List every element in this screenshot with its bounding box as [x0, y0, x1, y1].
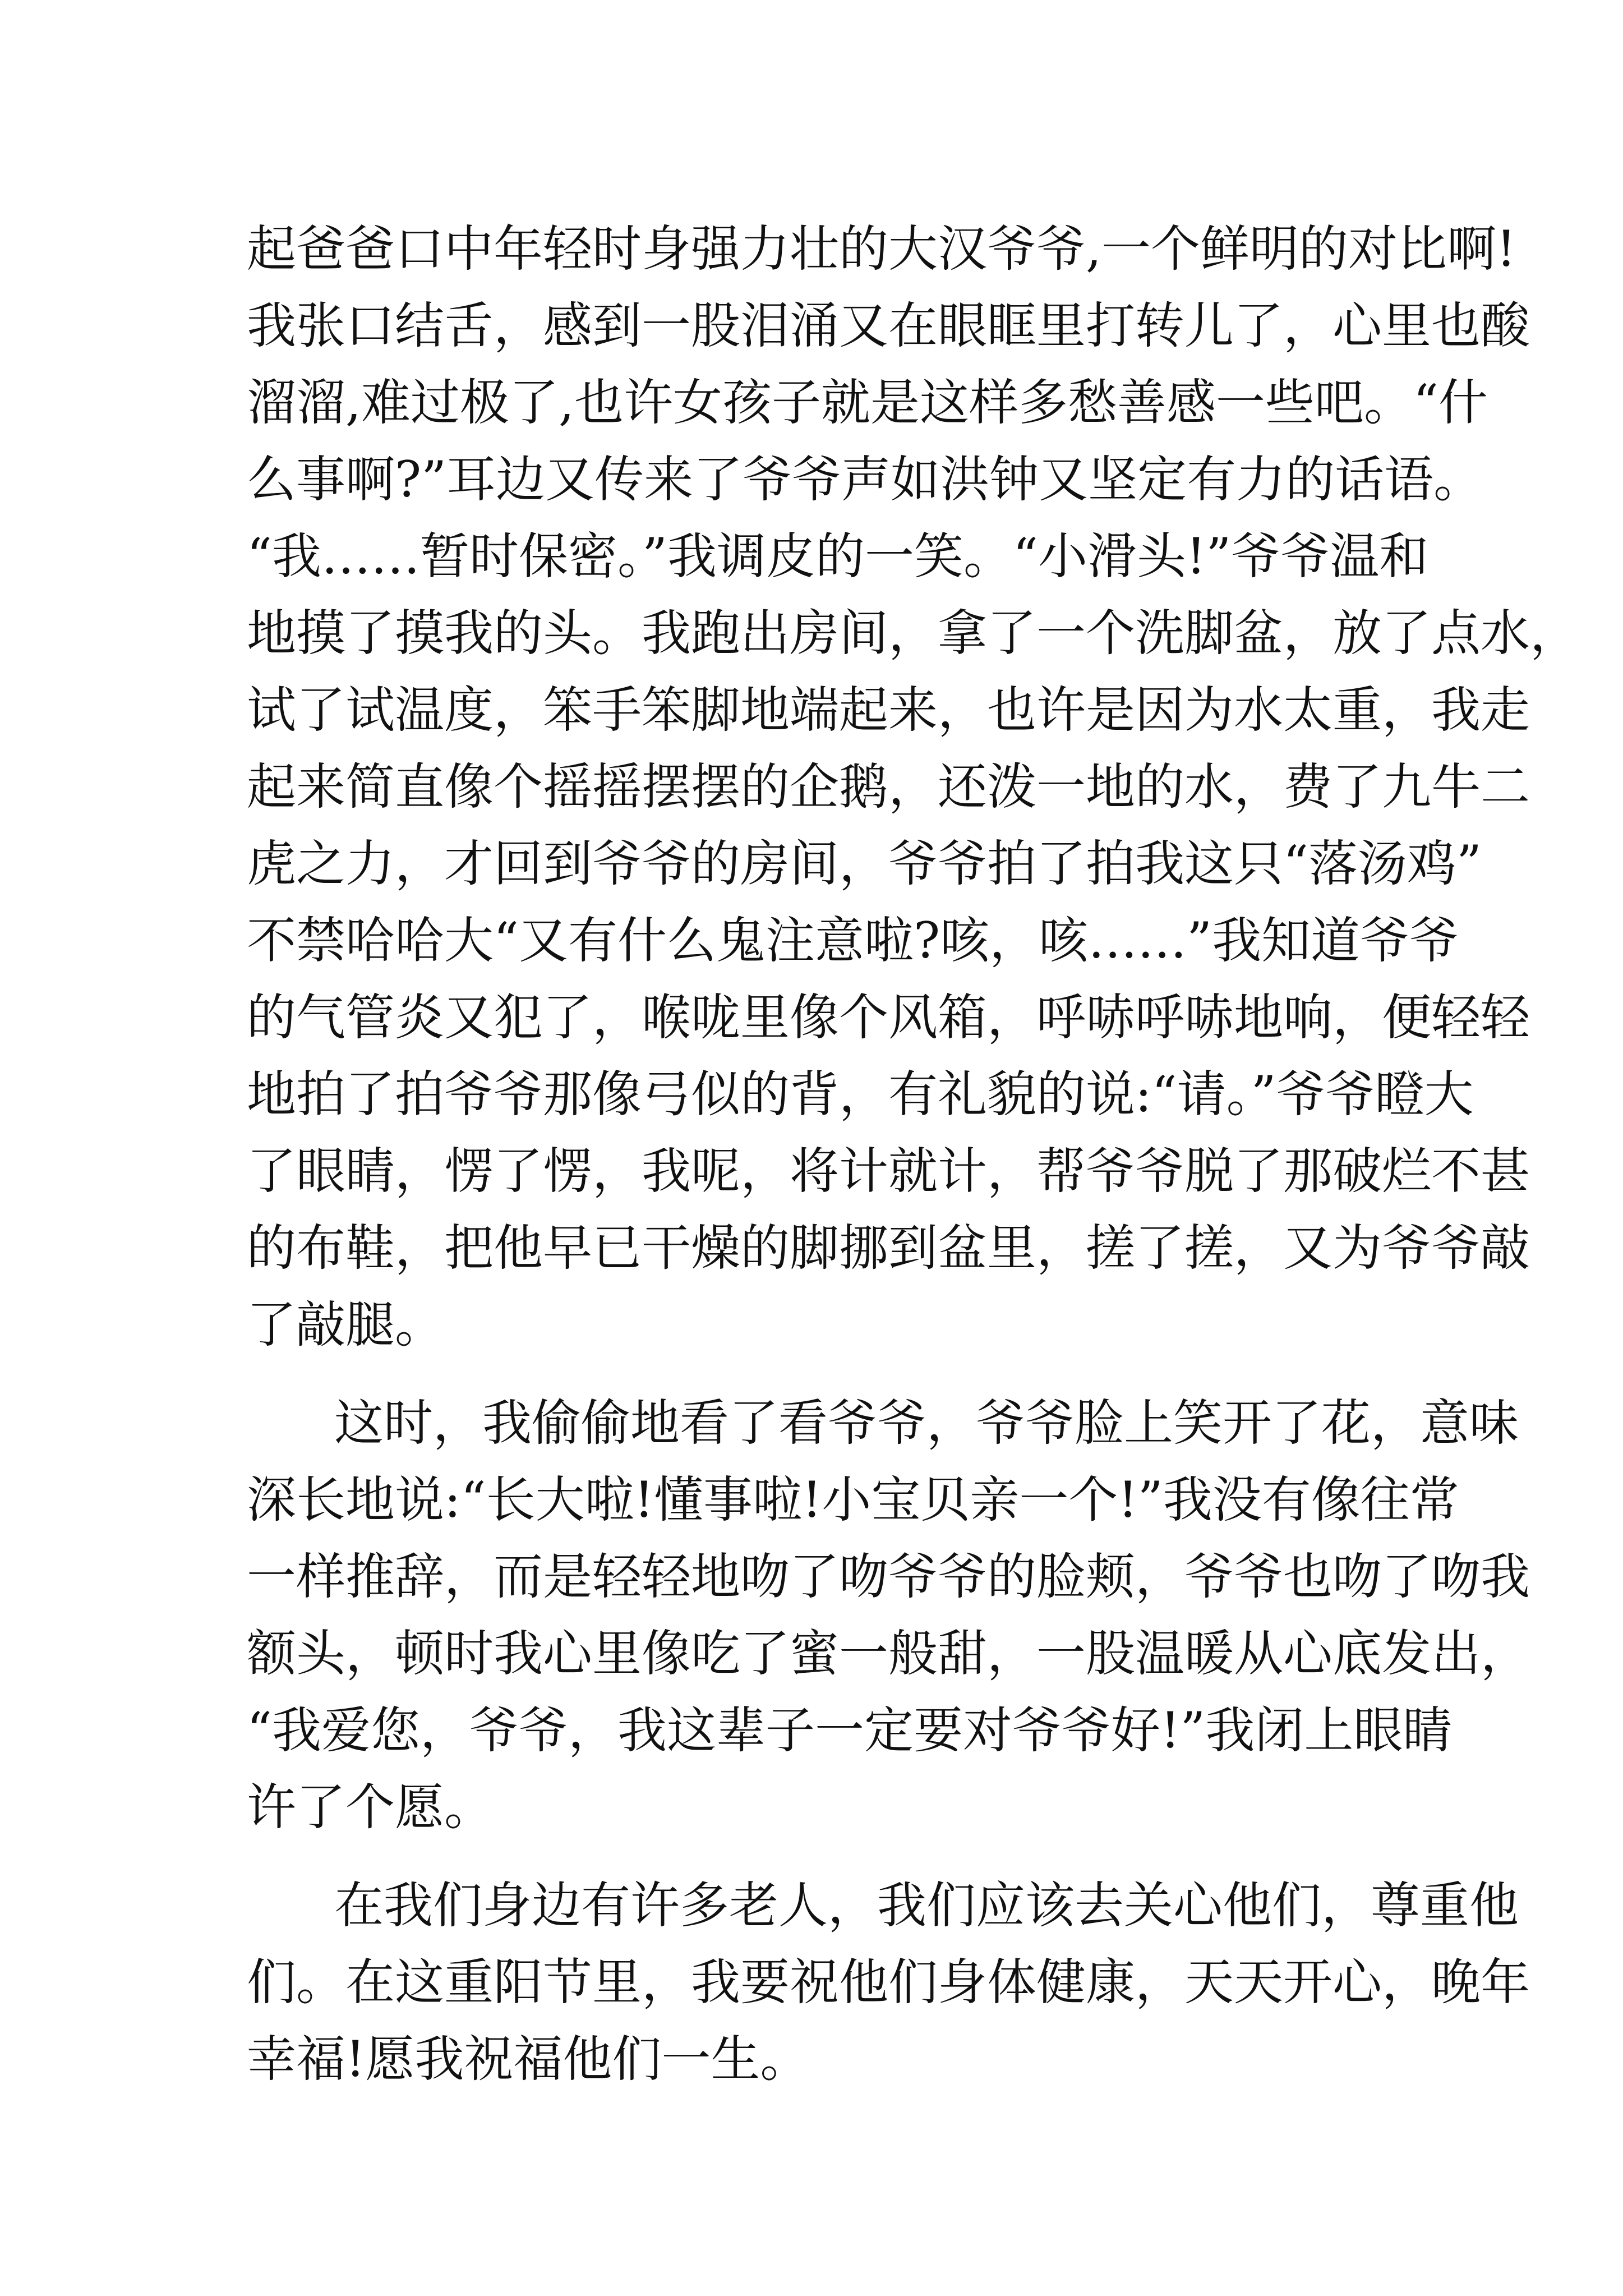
paragraph-spacer [247, 1363, 1391, 1384]
paragraph-2 [247, 1384, 1530, 1846]
paragraph-3 [247, 1867, 1530, 2097]
document-body [247, 210, 1580, 2097]
text-line: 虎之力，才回到爷爷的房间，爷爷拍了拍我这只“落汤鸡” [247, 835, 1482, 892]
text-line: 不禁哈哈大“又有什么鬼注意啦?咳，咳……”我知道爷爷 [247, 912, 1459, 969]
text-line: 许了个愿。 [247, 1778, 494, 1836]
text-line: 起爸爸口中年轻时身强力壮的大汉爷爷,一个鲜明的对比啊! [247, 220, 1516, 278]
text-line: 么事啊?”耳边又传来了爷爷声如洪钟又坚定有力的话语。 [247, 450, 1483, 508]
text-line: 起来简直像个摇摇摆摆的企鹅，还泼一地的水，费了九牛二 [247, 758, 1530, 816]
text-line: 幸福!愿我祝福他们一生。 [247, 2030, 810, 2088]
paragraph-spacer [247, 1846, 1391, 1867]
text-line: 地拍了拍爷爷那像弓似的背，有礼貌的说:“请。”爷爷瞪大 [247, 1065, 1474, 1123]
text-line: 了敲腿。 [247, 1296, 445, 1354]
text-line: 一样推辞，而是轻轻地吻了吻爷爷的脸颊，爷爷也吻了吻我 [247, 1548, 1530, 1605]
text-line: 了眼睛，愣了愣，我呢，将计就计，帮爷爷脱了那破烂不甚 [247, 1142, 1530, 1200]
text-line: 的气管炎又犯了，喉咙里像个风箱，呼哧呼哧地响，便轻轻 [247, 988, 1530, 1046]
text-line: 深长地说:“长大啦!懂事啦!小宝贝亲一个!”我没有像往常 [247, 1471, 1459, 1529]
text-line: “我爱您，爷爷，我这辈子一定要对爷爷好!”我闭上眼睛 [247, 1701, 1453, 1759]
paragraph-1 [247, 210, 1580, 1363]
text-line: 的布鞋，把他早已干燥的脚挪到盆里，搓了搓，又为爷爷敲 [247, 1219, 1530, 1277]
text-line: “我……暂时保密。”我调皮的一笑。“小滑头!”爷爷温和 [247, 527, 1429, 585]
text-line: 试了试温度，笨手笨脚地端起来，也许是因为水太重，我走 [247, 681, 1530, 739]
text-line: 们。在这重阳节里，我要祝他们身体健康，天天开心，晚年 [247, 1953, 1530, 2011]
text-line: 这时，我偷偷地看了看爷爷，爷爷脸上笑开了花，意味 [334, 1394, 1519, 1452]
text-line: 额头，顿时我心里像吃了蜜一般甜，一股温暖从心底发出， [247, 1625, 1530, 1682]
text-line: 地摸了摸我的头。我跑出房间，拿了一个洗脚盆，放了点水， [247, 604, 1580, 662]
text-line: 在我们身边有许多老人，我们应该去关心他们，尊重他 [334, 1876, 1519, 1934]
text-line: 我张口结舌，感到一股泪涌又在眼眶里打转儿了，心里也酸 [247, 297, 1530, 355]
text-line: 溜溜,难过极了,也许女孩子就是这样多愁善感一些吧。“什 [247, 374, 1488, 431]
